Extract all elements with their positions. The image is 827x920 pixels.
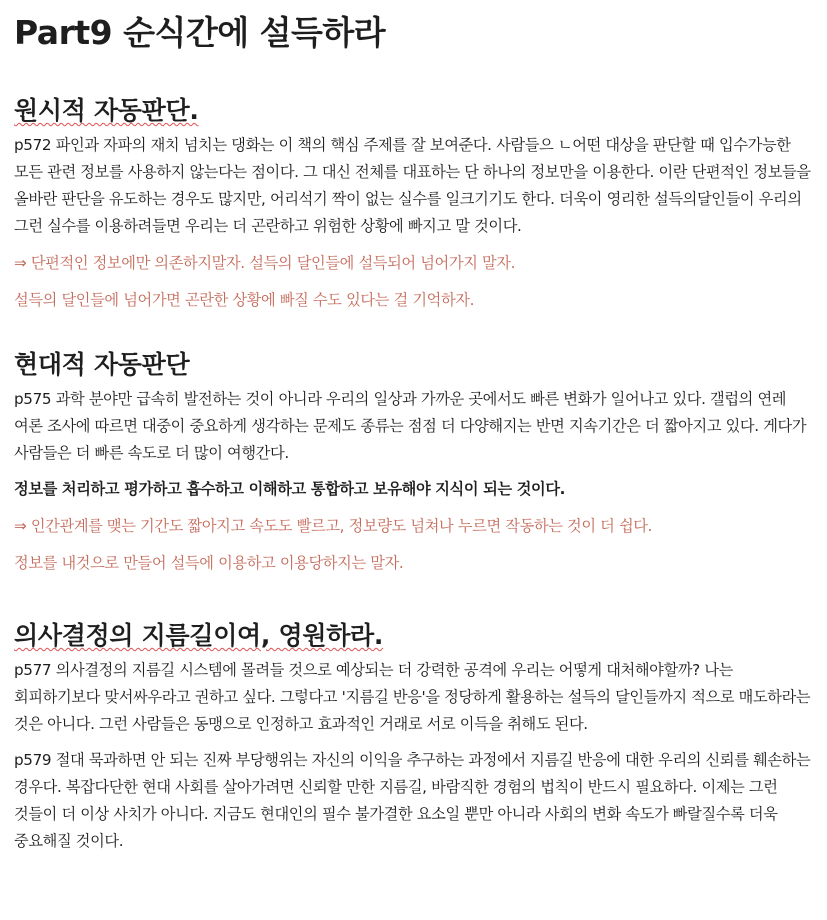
section-heading — [14, 94, 815, 128]
heading-text: 의사결정의 지름길이여, 영원하라. — [14, 621, 384, 650]
note-line: ⇒ 단편적인 정보에만 의존하지말자. 설득의 달인들에 설득되어 넘어가지 말자. — [14, 254, 516, 272]
section-primitive-judgment — [14, 94, 815, 314]
paragraph-p572: p572 파인과 자파의 재치 넘치는 댕화는 이 책의 핵심 주제를 잘 보여준다. 사람들으 ㄴ어떤 대상을 판단할 때 입수가능한 모든 관련 정보를 사용하지 않는다는 점이다. 그 대신 전체를 대표하는 단 하나의 정보만을 이용한다. 이란 단편적인 정보들을 올바란 판단을 유도하는 경우도 많지만, 어리석기 짝이 없는 실수를 일크기기도 한다. 더욱이 영리한 설득의달인들이 우리의 그런 실수를 이용하려들면 우리는 더 곤란하고 위험한 상황에 빠지고 말 것이다. — [14, 136, 811, 235]
paragraph-p577: p577 의사결정의 지름길 시스템에 몰려들 것으로 예상되는 더 강력한 공격에 우리는 어떻게 대처해야할까? 나는 회피하기보다 맞서싸우라고 권하고 싶다. 그렇다고 '지름길 반응'을 정당하게 활용하는 설득의 달인들까지 적으로 매도하라는 것은 아니다. 그런 사람들은 동맹으로 인정하고 효과적인 거래로 서로 이득을 취해도 된다. — [14, 661, 811, 733]
heading-text: 현대적 자동판단 — [14, 350, 190, 379]
page-title: Part9 순식간에 설득하라 — [14, 13, 386, 52]
section-heading — [14, 348, 815, 382]
section-decision-shortcut — [14, 619, 815, 855]
section-heading — [14, 619, 815, 653]
note-line: 정보를 내것으로 만들어 설득에 이용하고 이용당하지는 말자. — [14, 554, 404, 572]
note-line: 설득의 달인들에 넘어가면 곤란한 상황에 빠질 수도 있다는 걸 기억하자. — [14, 291, 475, 309]
note-line: ⇒ 인간관계를 맺는 기간도 짧아지고 속도도 빨르고, 정보량도 넘쳐나 누르면 작동하는 것이 더 쉽다. — [14, 517, 653, 535]
bold-statement: 정보를 처리하고 평가하고 흡수하고 이해하고 통합하고 보유해야 지식이 되는 것이다. — [14, 480, 566, 498]
paragraph-p575: p575 과학 분야만 급속히 발전하는 것이 아니라 우리의 일상과 가까운 곳에서도 빠른 변화가 일어나고 있다. 갤럽의 연레 여론 조사에 따르면 대중이 중요하게 생각하는 문제도 종류는 점점 더 다양해지는 반면 지속기간은 더 짧아지고 있다. 게다가 사람들은 더 빠른 속도로 더 많이 여행간다. — [14, 390, 807, 462]
heading-text: 원시적 자동판단. — [14, 96, 199, 125]
paragraph-p579: p579 절대 묵과하면 안 되는 진짜 부당행위는 자신의 이익을 추구하는 과정에서 지름길 반응에 대한 우리의 신뢰를 훼손하는 경우다. 복잡다단한 현대 사회를 살아가려면 신뢰할 만한 지름길, 바람직한 경험의 법칙이 반드시 필요하다. 이제는 그런 것들이 더 이상 사치가 아니다. 지금도 현대인의 필수 불가결한 요소일 뿐만 아니라 사회의 변화 속도가 빠랄질수록 더욱 중요해질 것이다. — [14, 751, 811, 850]
section-modern-judgment — [14, 348, 815, 577]
